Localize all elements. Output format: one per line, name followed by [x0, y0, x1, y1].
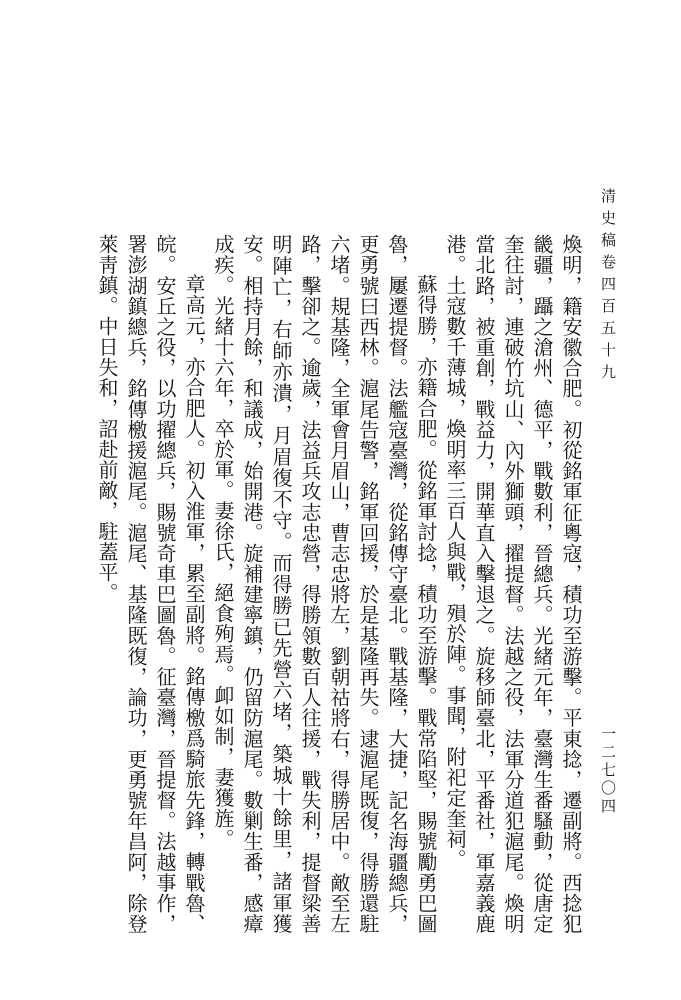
page-number: 一二七〇四 [599, 726, 617, 816]
paragraph-zhang-gaoyuan: 章高元，亦合肥人。初入淮軍，累至副將。銘傳檄爲騎旅先鋒，轉戰魯、皖。安丘之役，以功擢總兵，賜號奇車巴圖魯。征臺灣，晉提督。法越事作，署澎湖鎮總兵，銘傳檄援滬尾。滬尾、基隆既復，論功，更勇號年昌阿，除登萊靑鎮。中日失和，詔赴前敵，駐蓋平。 [95, 234, 206, 934]
running-title: 清史稿卷四百五十九 [599, 188, 617, 386]
paragraph-huanming: 煥明，籍安徽合肥。初從銘軍征粵寇，積功至游擊。平東捻，遷副將。西捻犯畿疆，躡之滄州、德平，戰數利，晉總兵。光緒元年，臺灣生番騷動，從唐定奎往討，連破竹坑山、內外獅頭，擢提督。法越之役，法軍分道犯滬尾。煥明當北路，被重創，戰益力，開華直入擊退之。旋移師臺北，平番社，軍嘉義鹿港。土寇數千薄城，煥明率三百人與戰，殞於陣。事聞，附祀定奎祠。 [443, 234, 583, 934]
body-text [75, 234, 585, 934]
paragraph-su-desheng: 蘇得勝，亦籍合肥。從銘軍討捻，積功至游擊。戰常陷堅，賜號勵勇巴圖魯，屢遷提督。法艦寇臺灣，從銘傳守臺北。戰基隆，大捷，記名海疆總兵，更勇號曰西林。滬尾告警，銘軍回援，於是基隆再失。逮滬尾既復，得勝還駐六堵。規基隆，全軍會月眉山，曹志忠將左，劉朝祜將右，得勝居中。敵至左路，擊卻之。逾歲，法益兵攻志忠營，得勝領數百人往援，戰失利，提督梁善明陣亡，右師亦潰，月眉復不守。而得勝已先營六堵，築城十餘里，諸軍獲安。相持月餘，和議成，始開港。旋補建寧鎮，仍留防滬尾。數剿生番，感瘴成疾。光緒十六年，卒於軍。妻徐氏，絕食殉焉。卹如制，妻獲旌。 [211, 234, 438, 934]
